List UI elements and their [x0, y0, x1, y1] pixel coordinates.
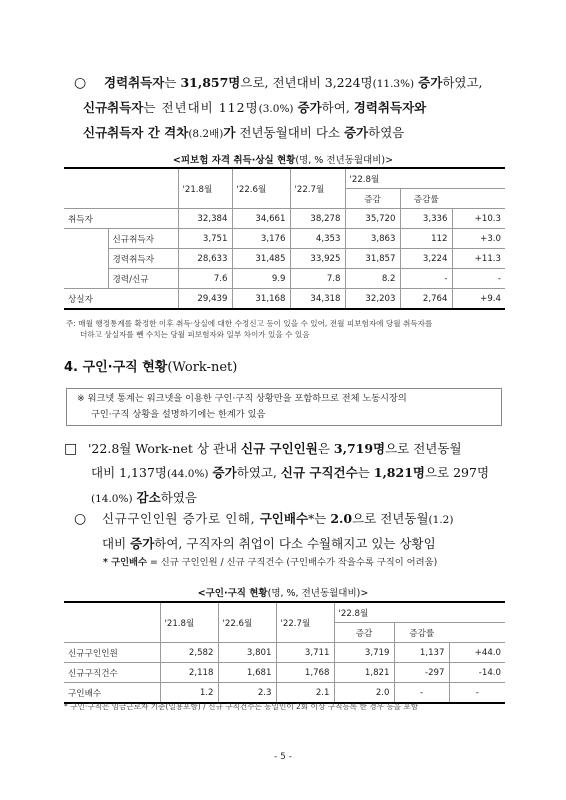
- bullet-circle: ○: [74, 511, 87, 527]
- table-row: 취득자 32,384 34,661 38,278 35,720 3,336 +10.3: [64, 209, 505, 229]
- table-header-row: '21.8월 '22.6월 '22.7월 '22.8월: [64, 168, 505, 189]
- table2-note: * 구인·구직은 임금근로자 기준(일용포함) / 신규 구직건수는 동일인이 2회 이상 구직등록 한 경우 등을 포함: [64, 702, 419, 711]
- table1-note: 주: 매월 행정통계를 확정한 이후 취득·상실에 대한 수정신고 등이 있을 수 있어, 전월 피보험자에 당월 취득자를 더하고 상실자를 뺀 수치는 당월 피보험자와 일부 차이가 있을 수 있음: [66, 319, 433, 339]
- table-row: 신규구인인원 2,582 3,801 3,711 3,719 1,137 +44.0: [64, 643, 505, 663]
- table-row: 경력/신규 7.6 9.9 7.8 8.2 - -: [64, 269, 505, 289]
- table-insurance-acquisition-loss: '21.8월 '22.6월 '22.7월 '22.8월 증감 증감률 취득자 32,384 34,661 38,278 35,720 3,336 +10.3 신규취득자 3,751 3,176 4,353 3,863 112 +3.0 경력취득자 28,633 31,485 33,925 31,857 3,224 +11.3 경력/신규 7.6 9.9 7.8 8.2 - - 상실자 29,439 31,168 34,318 32,203 2,764 +9.4: [64, 167, 505, 310]
- table-row: 경력취득자 28,633 31,485 33,925 31,857 3,224 +11.3: [64, 249, 505, 269]
- section-heading: 4. 구인·구직 현황(Work-net): [64, 360, 238, 375]
- table-row: 신규취득자 3,751 3,176 4,353 3,863 112 +3.0: [64, 229, 505, 249]
- table1-caption: <피보험 자격 취득·상실 현황(명, % 전년동월대비)>: [172, 155, 394, 166]
- table-row: 상실자 29,439 31,168 34,318 32,203 2,764 +9.4: [64, 289, 505, 310]
- table-row: 구인배수 1.2 2.3 2.1 2.0 - -: [64, 683, 505, 704]
- paragraph-new-job-offers: □ '22.8월 Work-net 상 관내 신규 구인인원은 3,719명으로 전년동월 대비 1,137명(44.0%) 증가하였고, 신규 구직건수는 1,821명으로 297명 (14.0%) 감소하였음: [64, 437, 514, 511]
- notice-box: ※ 워크넷 통계는 워크넷을 이용한 구인·구직 상황만을 포함하므로 전체 노동시장의 구인·구직 상황을 설명하기에는 한계가 있음: [66, 388, 502, 426]
- paragraph-experienced-acquirers: ○ 경력취득자는 31,857명으로, 전년대비 3,224명(11.3%) 증가하였고, 신규취득자는 전년대비 112명(3.0%) 증가하여, 경력취득자와 신규취득자 간 격차(8.2배)가 전년동월대비 다소 증가하였음: [74, 71, 514, 146]
- table-header-row: '21.8월 '22.6월 '22.7월 '22.8월: [64, 602, 505, 623]
- table-job-offer-seeking: '21.8월 '22.6월 '22.7월 '22.8월 증감 증감률 신규구인인원 2,582 3,801 3,711 3,719 1,137 +44.0 신규구직건수 2,118 1,681 1,768 1,821 -297 -14.0 구인배수 1.2 2.3 2.1 2.0 - -: [64, 601, 505, 704]
- bullet-circle: ○: [74, 75, 87, 91]
- bullet-square: □: [64, 441, 78, 457]
- page-number: - 5 -: [274, 752, 292, 762]
- paragraph-job-ratio: ○ 신규구인인원 증가로 인해, 구인배수*는 2.0으로 전년동월(1.2) 대비 증가하여, 구직자의 취업이 다소 수월해지고 있는 상황임: [74, 507, 514, 555]
- table-row: 신규구직건수 2,118 1,681 1,768 1,821 -297 -14.0: [64, 663, 505, 683]
- table2-caption: <구인·구직 현황(명, %, 전년동월대비)>: [197, 588, 369, 599]
- job-ratio-footnote: * 구인배수 = 신규 구인인원 / 신규 구직건수 (구인배수가 작을수록 구직이 어려움): [103, 557, 438, 568]
